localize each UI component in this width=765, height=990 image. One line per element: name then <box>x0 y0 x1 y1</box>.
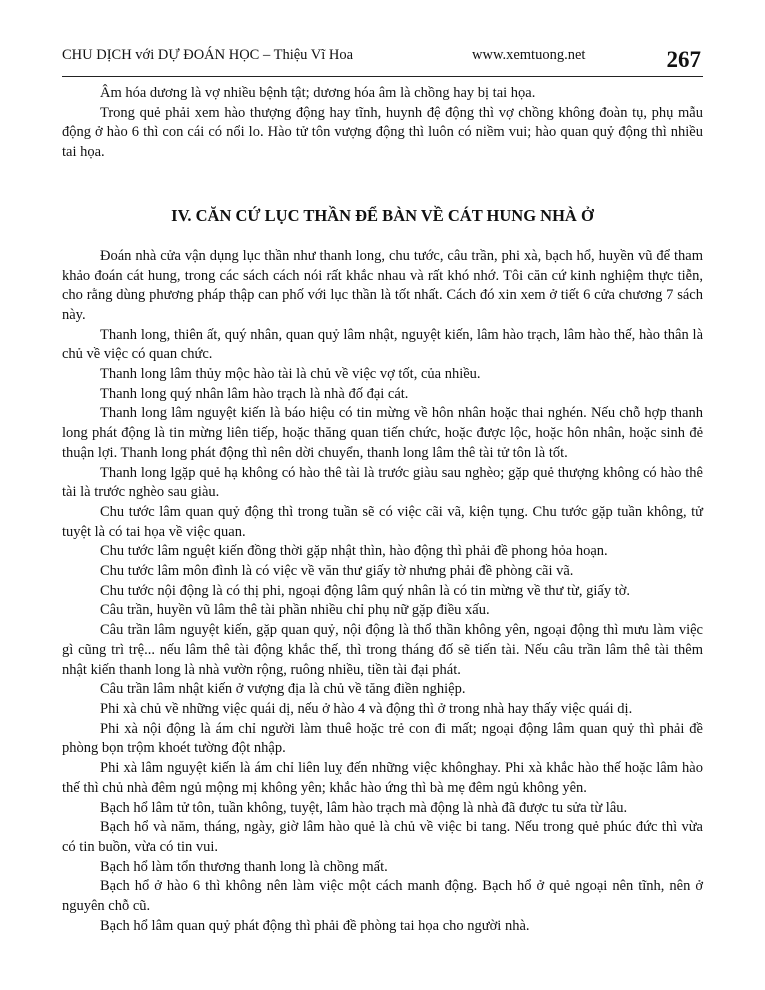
paragraph: Bạch hổ lâm tử tôn, tuần không, tuyệt, lâm hào trạch mà động là nhà đã được tu sửa từ lâu. <box>100 799 628 816</box>
paragraph: Thanh long lgặp quẻ hạ không có hào thê tài là trước giàu sau nghèo; gặp quẻ thượng không có hào thê tài là trước nghèo sau giàu. <box>62 464 703 501</box>
paragraph: Phi xà lâm nguyệt kiến là ám chỉ liên luỵ đến những việc khônghay. Phi xà khắc hào thế hoặc lâm hào thế thì chủ nhà đêm ngủ mộng mị không yên; khắc hào ứng thì bà mẹ đêm ngủ không yên. <box>62 760 703 796</box>
paragraph: Bạch hổ làm tổn thương thanh long là chồng mất. <box>100 858 388 875</box>
page-body <box>62 84 703 936</box>
paragraph: Trong quẻ phải xem hào thượng động hay tĩnh, huynh đệ động thì vợ chồng không đoàn tụ, phụ mẫu động ở hào 6 thì con cái có nổi lo. Hào tử tôn vượng động thì luôn có niềm vui; hào quan quỷ động thì nhiều tai họa. <box>62 104 703 161</box>
paragraph: Phi xà nội động là ám chỉ người làm thuê hoặc trẻ con đi mất; ngoại động lâm quan quỷ thì phải đề phòng bọn trộm khoét tường đột nhập. <box>62 720 703 757</box>
paragraph: Bạch hổ ở hào 6 thì không nên làm việc một cách manh động. Bạch hổ ở quẻ ngoại nên tĩnh, nên ở nguyên chỗ cũ. <box>62 878 703 915</box>
paragraph: Thanh long quý nhân lâm hào trạch là nhà đố đại cát. <box>100 385 409 402</box>
page-number: 267 <box>666 47 701 72</box>
page-header <box>62 44 703 77</box>
website-url: www.xemtuong.net <box>472 47 586 63</box>
paragraph: Đoán nhà cửa vận dụng lục thần như thanh long, chu tước, câu trần, phi xà, bạch hổ, huyền vũ để tham khảo đoán cát hung, trong các sách cách nói rất khắc nhau và rất khó nhớ. Tôi căn cứ kinh nghiệm thực tiễn, cho rằng dùng phương pháp thập can phố với lục thần là tốt nhất. Cách đó xin xem ở tiết 6 cửa chương 7 sách này. <box>62 247 703 323</box>
paragraph: Câu trần, huyền vũ lâm thê tài phần nhiều chỉ phụ nữ gặp điều xấu. <box>100 602 490 619</box>
paragraph: Chu tước lâm nguệt kiến đồng thời gặp nhật thìn, hào động thì phải đề phong hỏa hoạn. <box>100 543 608 560</box>
paragraph: Phi xà chủ về những việc quái dị, nếu ở hào 4 và động thì ở trong nhà hay thấy việc quái dị. <box>100 700 633 717</box>
paragraph: Bạch hổ lâm quan quỷ phát động thì phải đề phòng tai họa cho người nhà. <box>100 917 530 934</box>
paragraph: Âm hóa dương là vợ nhiều bệnh tật; dương hóa âm là chồng hay bị tai họa. <box>100 85 536 101</box>
paragraph: Thanh long lâm thủy mộc hào tài là chủ về việc vợ tốt, của nhiều. <box>100 366 481 383</box>
paragraph: Chu tước lâm quan quỷ động thì trong tuần sẽ có việc cãi vã, kiện tụng. Chu tước gặp tuần không, tử tuyệt là có tai họa về việc quan. <box>62 503 703 540</box>
section-heading: IV. CĂN CỨ LỤC THẦN ĐỂ BÀN VỀ CÁT HUNG NHÀ Ở <box>171 205 594 225</box>
paragraph: Câu trần lâm nhật kiến ở vượng địa là chủ về tăng điền nghiệp. <box>100 681 466 698</box>
paragraph: Thanh long, thiên ất, quý nhân, quan quỷ lâm nhật, nguyệt kiến, lâm hào trạch, lâm hào thế, hào thân là chủ về việc có quan chức. <box>62 326 703 363</box>
book-title: CHU DỊCH với DỰ ĐOÁN HỌC – Thiệu Vĩ Hoa <box>62 47 354 63</box>
paragraph: Câu trần lâm nguyệt kiến, gặp quan quỷ, nội động là thổ thần không yên, ngoại động thì mưu làm việc gì cũng trì trệ... nếu lâm thê tài động khắc thế, thì trong tháng đố sẽ tiến tài. Nếu câu trần lâm thê tài thêm nhật kiến thanh long là nhà vườn rộng, ruông nhiều, tiền tài đại phát. <box>62 622 703 678</box>
paragraph: Bạch hổ và năm, tháng, ngày, giờ lâm hào quẻ là chủ về việc bi tang. Nếu trong quẻ phúc đức thì vừa có tin buồn, vừa có tin vui. <box>62 819 703 855</box>
paragraph: Chu tước lâm môn đình là có việc về văn thư giấy tờ nhưng phải đề phòng cãi vã. <box>100 563 574 580</box>
paragraph: Chu tước nội động là có thị phi, ngoại động lâm quý nhân là có tin mừng về thư từ, giấy tờ. <box>100 582 631 599</box>
paragraph: Thanh long lâm nguyệt kiến là báo hiệu có tin mừng về hôn nhân hoặc thai nghén. Nếu chỗ hợp thanh long phát động là tin mừng liên tiếp, hoặc thăng quan tiến chức, hoặc được lộc, hoặc hôn nhân, hoặc sinh đẻ thuận lợi. Thanh long phát động thì nên dời chuyển, thanh long lâm thê tài tử tôn là tốt. <box>62 405 703 461</box>
